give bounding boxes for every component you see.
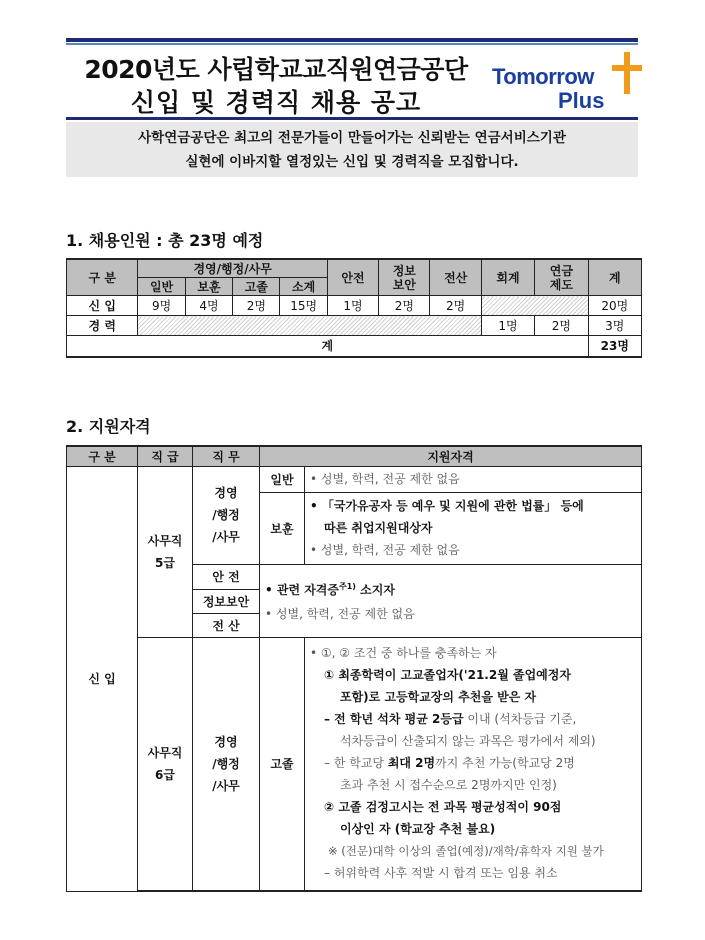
row-label-new: 신 입: [67, 296, 138, 316]
table-row: [67, 336, 642, 357]
table-row: [67, 316, 642, 336]
col-hoegye: 회계: [481, 259, 534, 296]
col-jeonsan: 전산: [430, 259, 481, 296]
qual-gojol: [305, 637, 642, 891]
cell-new-bohun: 4명: [185, 296, 232, 316]
cell-career-empty: [138, 316, 481, 336]
cell-new-ilban: 9명: [138, 296, 185, 316]
col-gubun: 구 분: [67, 446, 138, 466]
header-top-accent: [66, 43, 638, 45]
qual-ilban: • 성별, 학력, 전공 제한 없음: [305, 466, 642, 492]
qual-it-1-text: • 관련 자격증: [265, 583, 339, 597]
total-value: 23명: [588, 336, 641, 357]
logo-text-2: Plus: [558, 88, 605, 113]
qual-g-5: 석차등급이 산출되지 않는 과목은 평가에서 제외): [340, 733, 596, 748]
qual-g-3: 포함)로 고등학교장의 추천을 받은 자: [340, 689, 537, 704]
cell-new-anjeon: 1명: [327, 296, 378, 316]
intro-line-2: 실현에 이바지할 열정있는 신입 및 경력직을 모집합니다.: [185, 154, 519, 170]
col-jikgeup: 직 급: [138, 446, 193, 466]
qual-it-2: • 성별, 학력, 전공 제한 없음: [265, 607, 415, 621]
qual-g-10: ※ (전문)대학 이상의 졸업(예정)/재학/휴학자 지원 불가: [328, 843, 604, 858]
cell-career-yeongeum: 2명: [535, 316, 588, 336]
col-yeongeum: 연금 제도: [535, 259, 588, 296]
qual-g-7: 초과 추천 시 접수순으로 2명까지만 인정): [340, 777, 557, 792]
qual-bohun-1: • 「국가유공자 등 예우 및 지원에 관한 법률」 등에: [310, 499, 584, 513]
qual-bohun-2: 따른 취업지원대상자: [324, 521, 433, 535]
qual-g-1: • ①, ② 조건 중 하나를 충족하는 자: [310, 645, 497, 660]
qual-bohun: [305, 492, 642, 564]
cell-new-sogye: 15명: [280, 296, 327, 316]
duty-anjeon: 안 전: [193, 564, 260, 589]
col-bohun: 보훈: [185, 278, 232, 296]
cell-career-total: 3명: [588, 316, 641, 336]
qual-g-6b: 최대 2명: [387, 755, 436, 770]
cell-new-jeongbo: 2명: [379, 296, 430, 316]
header-bottom-bar: [66, 117, 638, 120]
sub-ilban: 일반: [260, 466, 305, 492]
qual-g-6: [310, 752, 641, 774]
qualification-table: [66, 445, 642, 892]
col-gye: 계: [588, 259, 641, 296]
intro-box: [66, 122, 638, 177]
sub-gojol: 고졸: [260, 637, 305, 891]
cell-new-gojol: 2명: [233, 296, 280, 316]
total-label: 계: [67, 336, 589, 357]
qual-g-4a: – 전 학년 석차 평균 2등급: [324, 711, 464, 726]
qual-bohun-3: • 성별, 학력, 전공 제한 없음: [310, 543, 460, 557]
cell-new-empty: [481, 296, 588, 316]
row-label-career: 경 력: [67, 316, 138, 336]
header-top-bar: [66, 38, 638, 42]
title-line-1: 2020년도 사립학교교직원연금공단: [84, 55, 468, 84]
table-row: [67, 296, 642, 316]
sub-bohun: 보훈: [260, 492, 305, 564]
cell-new-jeonsan: 2명: [430, 296, 481, 316]
recruit-count-table: [66, 258, 642, 358]
tomorrow-plus-logo: [492, 52, 642, 114]
col-anjeon: 안전: [327, 259, 378, 296]
qual-it-1: [265, 575, 641, 602]
cell-new-total: 20명: [588, 296, 641, 316]
qual-g-6c: 까지 추천 가능(학교당 2명: [435, 755, 575, 770]
section-1-title: 1. 채용인원 : 총 23명 예정: [66, 231, 264, 250]
duty-mgmt-5: 경영 /행정 /사무: [193, 466, 260, 564]
qual-g-4: [310, 708, 641, 730]
col-jeongbo: 정보 보안: [379, 259, 430, 296]
grade-6: 사무직 6급: [138, 637, 193, 891]
qual-g-8: ② 고졸 검정고시는 전 과목 평균성적이 90점: [324, 799, 562, 814]
qual-it-1-sup: 주1): [339, 582, 356, 591]
cell-career-hoegye: 1명: [481, 316, 534, 336]
col-jikmu: 직 무: [193, 446, 260, 466]
col-gubun: 구 분: [67, 259, 138, 296]
qual-g-6a: – 한 학교당: [324, 755, 388, 770]
col-sogye: 소계: [280, 278, 327, 296]
qual-g-2: ① 최종학력이 고교졸업자('21.2월 졸업예정자: [324, 667, 571, 682]
duty-jeongbo: 정보보안: [193, 589, 260, 613]
col-qualification: 지원자격: [260, 446, 642, 466]
logo-text-1: Tomorrow: [492, 64, 594, 89]
grade-5: 사무직 5급: [138, 466, 193, 637]
logo-cross-icon: [608, 52, 648, 96]
qual-it-1-tail: 소지자: [355, 583, 395, 597]
col-group: 경영/행정/사무: [138, 259, 327, 278]
category-new: 신 입: [67, 466, 138, 891]
section-2-title: 2. 지원자격: [66, 417, 151, 436]
col-gojol: 고졸: [233, 278, 280, 296]
qual-g-11: – 허위학력 사후 적발 시 합격 또는 임용 취소: [324, 865, 558, 880]
title-line-2: 신입 및 경력직 채용 공고: [130, 88, 422, 117]
intro-line-1: 사학연금공단은 최고의 전문가들이 만들어가는 신뢰받는 연금서비스기관: [138, 130, 566, 146]
col-ilban: 일반: [138, 278, 185, 296]
duty-mgmt-6: 경영 /행정 /사무: [193, 637, 260, 891]
qual-it: [260, 564, 642, 637]
qual-g-9: 이상인 자 (학교장 추천 불요): [340, 821, 496, 836]
duty-jeonsan: 전 산: [193, 613, 260, 637]
qual-g-4b: 이내 (석차등급 기준,: [463, 711, 577, 726]
